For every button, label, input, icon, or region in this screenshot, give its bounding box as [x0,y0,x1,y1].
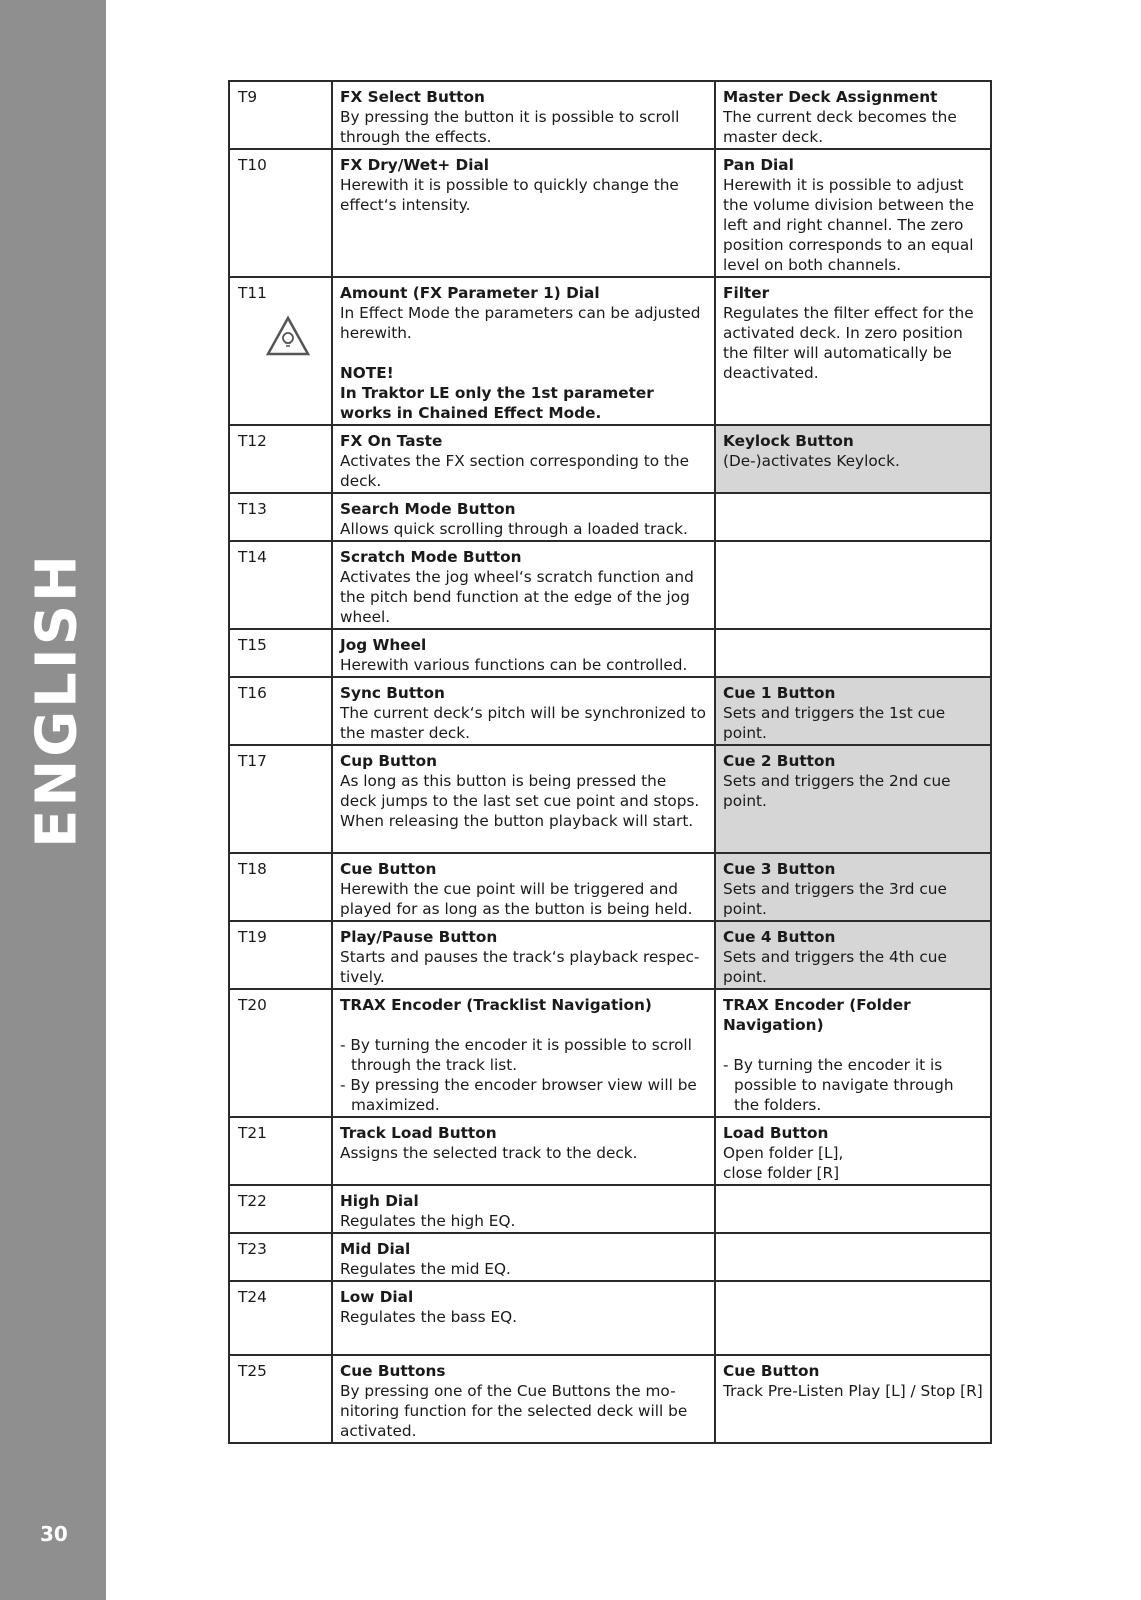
function-cell [715,1281,991,1355]
control-cell [332,149,715,277]
table-row [229,149,991,277]
note-text: In Traktor LE only the 1st parameter works in Chained Effect Mode. [340,384,654,422]
function-desc: Sets and triggers the 1st cue point. [723,704,946,742]
table-row [229,921,991,989]
table-row [229,1233,991,1281]
row-id: T17 [229,745,332,853]
language-label: ENGLISH [24,552,90,848]
table-row [229,493,991,541]
function-cell [715,745,991,853]
function-cell [715,493,991,541]
control-cell [332,1185,715,1233]
row-id: T22 [229,1185,332,1233]
row-id: T12 [229,425,332,493]
function-cell [715,1185,991,1233]
control-cell [332,425,715,493]
row-id: T19 [229,921,332,989]
function-cell [715,425,991,493]
function-cell [715,277,991,425]
control-title: Cup Button [340,752,437,770]
function-cell [715,149,991,277]
control-title: TRAX Encoder (Tracklist Navigation) [340,996,652,1014]
control-desc: Activates the jog wheel‘s scratch function and the pitch bend function at the edge of the jog wheel. [340,568,694,626]
function-cell [715,1233,991,1281]
control-cell [332,541,715,629]
control-cell [332,1281,715,1355]
control-cell [332,921,715,989]
control-cell [332,1233,715,1281]
table-row [229,541,991,629]
control-cell [332,81,715,149]
row-id: T9 [229,81,332,149]
control-desc: Assigns the selected track to the deck. [340,1144,638,1162]
row-id: T10 [229,149,332,277]
control-desc: The current deck‘s pitch will be synchronized to the master deck. [340,704,706,742]
function-title: Cue 1 Button [723,684,836,702]
function-title: Filter [723,284,770,302]
row-id: T25 [229,1355,332,1443]
table-row [229,425,991,493]
function-desc: (De-)activates Keylock. [723,452,900,470]
function-title: TRAX Encoder (Folder Navigation) [723,996,911,1034]
function-title: Master Deck Assignment [723,88,938,106]
control-title: Low Dial [340,1288,414,1306]
control-cell [332,629,715,677]
function-desc: close folder [R] [723,1164,840,1182]
function-cell [715,1355,991,1443]
bullet-item: - By pressing the encoder browser view will be maximized. [340,1076,697,1114]
function-desc: Sets and triggers the 4th cue point. [723,948,947,986]
function-cell [715,629,991,677]
row-id: T15 [229,629,332,677]
row-id: T23 [229,1233,332,1281]
row-id: T20 [229,989,332,1117]
function-title: Cue 3 Button [723,860,836,878]
table-row [229,677,991,745]
function-desc: Sets and triggers the 2nd cue point. [723,772,951,810]
function-cell [715,853,991,921]
control-title: Search Mode Button [340,500,516,518]
control-cell [332,677,715,745]
function-cell [715,677,991,745]
control-title: Jog Wheel [340,636,427,654]
row-id-text: T11 [238,284,267,302]
function-desc: Herewith it is possible to adjust the volume division between the left and right channel. The zero position corresponds to an equal level on both channels. [723,176,975,274]
page-number: 30 [40,1522,68,1546]
control-title: FX On Taste [340,432,443,450]
function-title: Cue 2 Button [723,752,836,770]
control-cell [332,1117,715,1185]
control-desc: Regulates the bass EQ. [340,1308,518,1326]
table-row [229,1281,991,1355]
control-title: Scratch Mode Button [340,548,522,566]
function-desc: Regulates the filter effect for the activated deck. In zero position the filter will automatically be deactivated. [723,304,974,382]
control-cell [332,745,715,853]
row-id: T21 [229,1117,332,1185]
control-desc: Herewith the cue point will be triggered and played for as long as the button is being held. [340,880,693,918]
control-desc: Regulates the high EQ. [340,1212,516,1230]
function-title: Cue Button [723,1362,820,1380]
function-desc: Open folder [L], [723,1144,844,1162]
control-cell [332,277,715,425]
table-row [229,81,991,149]
function-title: Keylock Button [723,432,854,450]
control-title: FX Dry/Wet+ Dial [340,156,490,174]
control-desc: By pressing the button it is possible to scroll through the effects. [340,108,680,146]
function-cell [715,989,991,1117]
control-cell [332,853,715,921]
control-title: Sync Button [340,684,445,702]
function-desc: Track Pre-Listen Play [L] / Stop [R] [723,1382,983,1400]
function-desc: The current deck becomes the master deck. [723,108,957,146]
function-title: Cue 4 Button [723,928,836,946]
row-id: T16 [229,677,332,745]
control-desc: Herewith various functions can be controlled. [340,656,688,674]
control-desc: In Effect Mode the parameters can be adjusted herewith. [340,304,701,342]
control-title: Mid Dial [340,1240,411,1258]
row-id: T14 [229,541,332,629]
row-id: T24 [229,1281,332,1355]
control-desc: Allows quick scrolling through a loaded track. [340,520,688,538]
control-title: Amount (FX Parameter 1) Dial [340,284,600,302]
control-desc: Activates the FX section corresponding to the deck. [340,452,690,490]
control-title: Cue Buttons [340,1362,446,1380]
warning-icon [265,315,311,357]
function-cell [715,81,991,149]
bullet-item: - By turning the encoder it is possible to scroll through the track list. [340,1036,692,1074]
sidebar [0,0,106,1600]
note-label: NOTE! [340,364,394,382]
function-title: Load Button [723,1124,829,1142]
row-id [229,277,332,425]
row-id: T18 [229,853,332,921]
table-row [229,1355,991,1443]
control-title: FX Select Button [340,88,485,106]
controls-table [228,80,992,1444]
control-desc: As long as this button is being pressed the deck jumps to the last set cue point and stops. When releasing the button playback will start. [340,772,700,830]
function-cell [715,921,991,989]
control-title: Cue Button [340,860,437,878]
control-cell [332,493,715,541]
function-desc: Sets and triggers the 3rd cue point. [723,880,947,918]
function-cell [715,541,991,629]
control-desc: Starts and pauses the track‘s playback respec-tively. [340,948,700,986]
table-row [229,1117,991,1185]
table-row [229,989,991,1117]
table-row [229,853,991,921]
table-row [229,745,991,853]
function-title: Pan Dial [723,156,794,174]
table-row [229,1185,991,1233]
control-title: High Dial [340,1192,419,1210]
control-cell [332,989,715,1117]
row-id: T13 [229,493,332,541]
control-title: Play/Pause Button [340,928,498,946]
function-cell [715,1117,991,1185]
control-desc: Regulates the mid EQ. [340,1260,511,1278]
control-cell [332,1355,715,1443]
control-desc: By pressing one of the Cue Buttons the mo-nitoring function for the selected deck will be activated. [340,1382,688,1440]
control-title: Track Load Button [340,1124,497,1142]
table-row [229,629,991,677]
control-desc: Herewith it is possible to quickly change the effect‘s intensity. [340,176,679,214]
table-row [229,277,991,425]
bullet-item: - By turning the encoder it is possible to navigate through the folders. [723,1056,954,1114]
